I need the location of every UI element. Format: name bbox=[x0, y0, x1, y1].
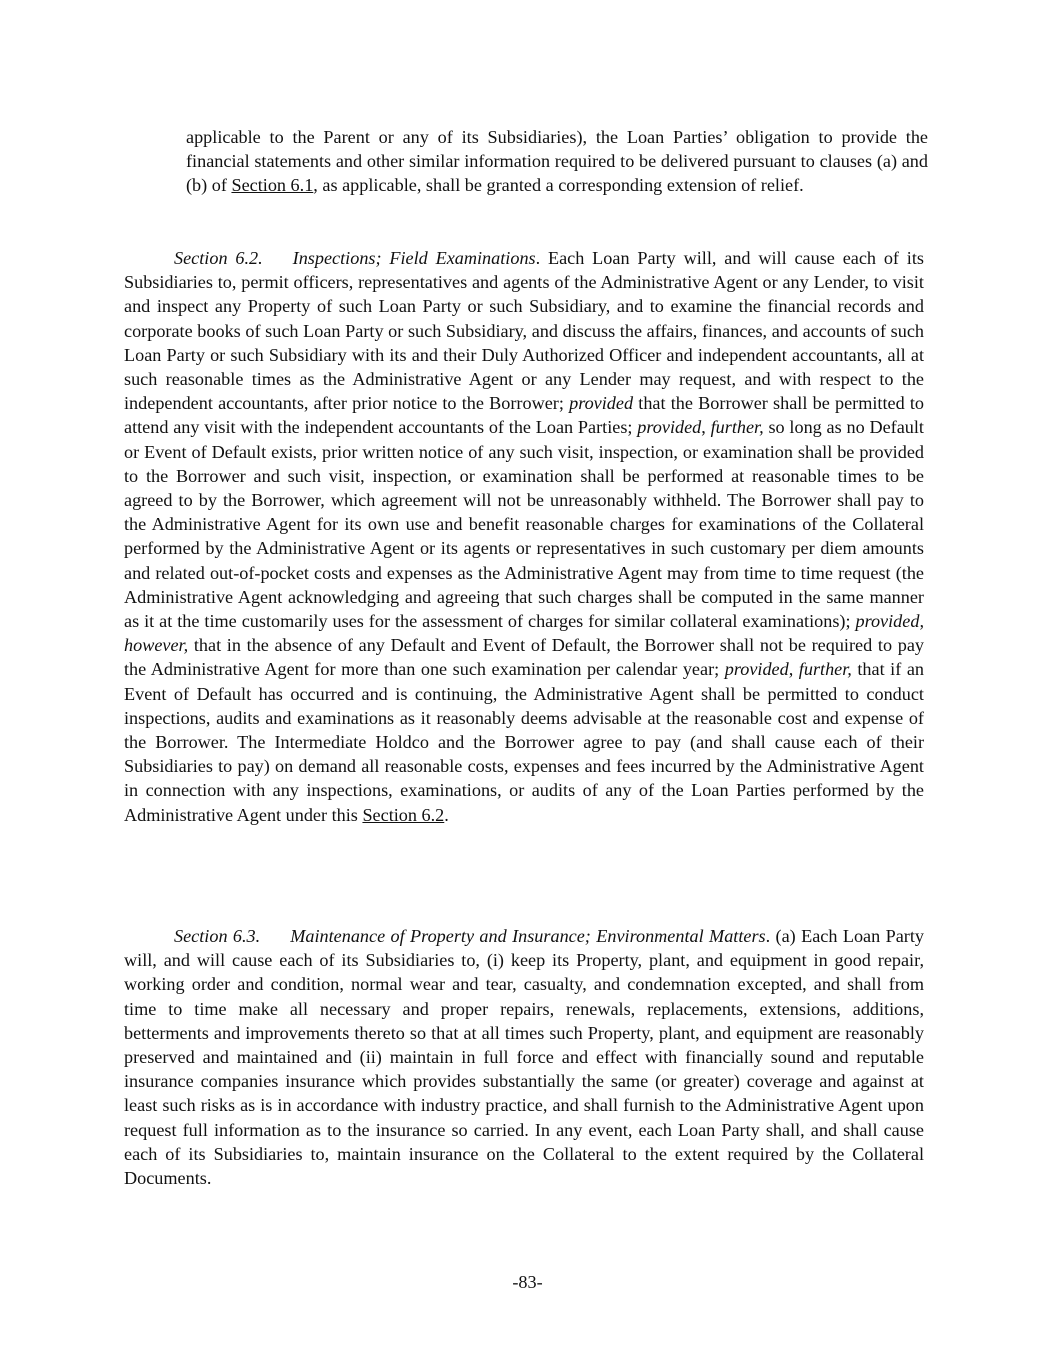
paragraph-text: that in the absence of any Default and Event of Default, the Borrower shall not be required to pay the Administrative Agent for more than one such examination per calendar year; bbox=[124, 635, 924, 680]
paragraph-text: so long as no Default or Event of Default exists, prior written notice of any such visit, inspection, or examination shall be provided to the Borrower and such visit, inspection, or examination shall be performed at reasonable times to be agreed to by the Borrower, which agreement will not be unreasonably withheld. The Borrower shall pay to the Administrative Agent for its own use and benefit reasonable charges for examinations of the Collateral performed by the Administrative Agent or its agents or representatives in such customary per diem amounts and related out-of-pocket costs and expenses as the Administrative Agent may from time to time request (the Administrative Agent acknowledging and agreeing that such charges shall be computed in the same manner as it at the time customarily uses for the assessment of charges for similar collateral examinations); bbox=[124, 417, 924, 632]
section-title: Maintenance of Property and Insurance; Environmental Matters bbox=[290, 926, 766, 946]
section-number: Section 6.2. bbox=[174, 248, 263, 268]
page-number: -83- bbox=[512, 1272, 543, 1292]
paragraph-text: applicable to the Parent or any of its Subsidiaries), the Loan Parties’ obligation to provide the financial statements and other similar information required to be delivered pursuant to clauses (a) and (b) of bbox=[186, 127, 928, 196]
proviso-term: provided bbox=[569, 393, 634, 414]
proviso-term: provided bbox=[637, 417, 702, 438]
section-title-period: . bbox=[765, 926, 771, 946]
section-reference-6-1: Section 6.1 bbox=[231, 175, 314, 196]
paragraph-text: Each Loan Party will, and will cause each of its Subsidiaries to, permit officers, representatives and agents of the Administrative Agent or any Lender, to visit and inspect any Property of such Loan Party or such Subsidiary, and to examine the financial records and corporate books of such Loan Party or such Subsidiary, and discuss the affairs, finances, and accounts of such Loan Party or such Subsidiary with its and their Duly Authorized Officer and independent accountants, all at such reasonable times as the Administrative Agent or any Lender may request, and with respect to the independent accountants, after prior notice to the Borrower; bbox=[124, 248, 924, 414]
paragraph-text: that if an Event of Default has occurred and is continuing, the Administrative Agent shall be permitted to conduct inspections, audits and examinations as it reasonably deems advisable at the reasonable cost and expense of the Borrower. The Intermediate Holdco and the Borrower agree to pay (and shall cause each of their Subsidiaries to pay) on demand all reasonable costs, expenses and fees incurred by the Administrative Agent in connection with any inspections, examinations, or audits of any of the Loan Parties performed by the Administrative Agent under this bbox=[124, 659, 924, 825]
section-title-period: . bbox=[535, 248, 541, 268]
paragraph-text: . bbox=[444, 804, 449, 825]
section-title: Inspections; Field Examinations bbox=[292, 248, 536, 268]
section-6-3-paragraph bbox=[124, 924, 924, 1190]
paragraph-text: , as applicable, shall be granted a corresponding extension of relief. bbox=[313, 175, 804, 196]
proviso-term: further, bbox=[710, 417, 764, 438]
proviso-term: provided, further, bbox=[724, 659, 852, 680]
proviso-term: provided, however, bbox=[124, 611, 924, 656]
continued-paragraph bbox=[186, 125, 928, 198]
paragraph-text: , bbox=[701, 417, 711, 438]
paragraph-text: (a) Each Loan Party will, and will cause each of its Subsidiaries to, (i) keep its Property, plant, and equipment in good repair, working order and condition, normal wear and tear, casualty, and condemnation excepted, and shall from time to time make all necessary and proper repairs, renewals, replacements, extensions, additions, betterments and improvements thereto so that at all times such Property, plant, and equipment are reasonably preserved and maintained and (ii) maintain in full force and effect with financially sound and reputable insurance companies insurance which provides substantially the same (or greater) coverage and against at least such risks as is in accordance with industry practice, and shall furnish to the Administrative Agent upon request full information as to the insurance so carried. In any event, each Loan Party shall, and shall cause each of its Subsidiaries to, maintain insurance on the Collateral to the extent required by the Collateral Documents. bbox=[124, 926, 924, 1189]
section-reference-6-2: Section 6.2 bbox=[362, 804, 445, 825]
section-number: Section 6.3. bbox=[174, 926, 261, 946]
paragraph-text: that the Borrower shall be permitted to attend any visit with the independent accountants of the Loan Parties; bbox=[124, 393, 925, 438]
section-6-2-paragraph bbox=[124, 246, 924, 827]
